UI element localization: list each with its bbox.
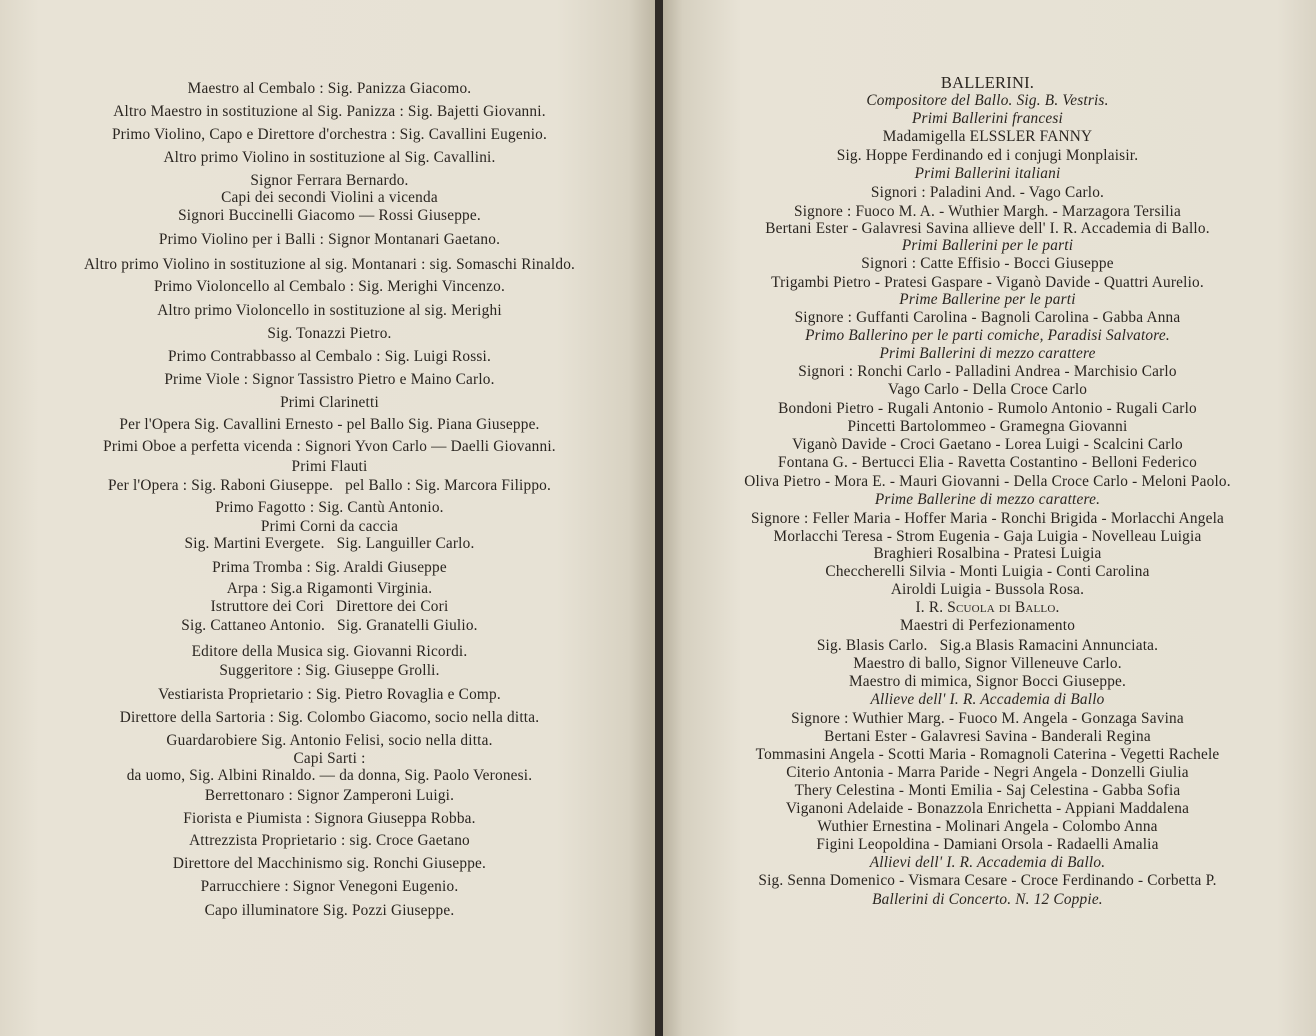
text-line-content: Fiorista e Piumista : Signora Giuseppa Robba. xyxy=(183,810,476,827)
text-line-content: Primo Violino, Capo e Direttore d'orchestra : Sig. Cavallini Eugenio. xyxy=(111,126,548,143)
text-line xyxy=(663,274,1316,292)
text-line-content: Direttore della Sartoria : Sig. Colombo Giacomo, socio nella ditta. xyxy=(119,709,540,726)
text-line xyxy=(0,80,655,98)
text-line-content: Figini Leopoldina - Damiani Orsola - Radaelli Amalia xyxy=(816,836,1159,853)
text-line-content: Viganoni Adelaide - Bonazzola Enrichetta - Appiani Maddalena xyxy=(785,800,1190,817)
text-line xyxy=(0,499,655,517)
text-line xyxy=(663,764,1316,782)
text-line xyxy=(663,818,1316,836)
text-line xyxy=(663,637,1316,655)
text-line xyxy=(0,787,655,805)
text-line xyxy=(663,836,1316,854)
text-line-content: Capi dei secondi Violini a vicenda xyxy=(221,189,438,206)
text-line xyxy=(0,103,655,121)
text-line xyxy=(663,746,1316,764)
text-line-content: Primo Violino per i Balli : Signor Montanari Gaetano. xyxy=(158,231,501,248)
text-line-content: Maestro di mimica, Signor Bocci Giuseppe. xyxy=(848,673,1127,690)
text-line-content: Suggeritore : Sig. Giuseppe Grolli. xyxy=(219,662,440,679)
text-line-content: Istruttore dei Cori Direttore dei Cori xyxy=(210,598,449,615)
text-line-content: da uomo, Sig. Albini Rinaldo. — da donna, Sig. Paolo Veronesi. xyxy=(126,767,533,784)
text-line-content: Signori : Paladini And. - Vago Carlo. xyxy=(870,184,1105,201)
text-line-content: Allieve dell' I. R. Accademia di Ballo xyxy=(870,691,1105,708)
text-line-content: Sig. Martini Evergete. Sig. Languiller Carlo. xyxy=(184,535,475,552)
text-line-content: Braghieri Rosalbina - Pratesi Luigia xyxy=(873,545,1102,562)
text-line xyxy=(663,203,1316,221)
text-line xyxy=(0,832,655,850)
right-page xyxy=(663,0,1316,1036)
text-line-content: Sig. Blasis Carlo. Sig.a Blasis Ramacini Annunciata. xyxy=(816,637,1159,654)
text-line-content: Per l'Opera Sig. Cavallini Ernesto - pel Ballo Sig. Piana Giuseppe. xyxy=(119,416,540,433)
text-line-content: Vestiarista Proprietario : Sig. Pietro Rovaglia e Comp. xyxy=(158,686,501,703)
text-line-content: Primi Corni da caccia xyxy=(260,518,399,535)
text-line xyxy=(663,184,1316,202)
text-line-content: Attrezzista Proprietario : sig. Croce Gaetano xyxy=(189,832,470,849)
text-line xyxy=(0,855,655,873)
text-line-content: Maestro al Cembalo : Sig. Panizza Giacomo. xyxy=(187,80,472,97)
text-line-content: Maestro di ballo, Signor Villeneuve Carlo. xyxy=(853,655,1122,672)
text-line-content: Bondoni Pietro - Rugali Antonio - Rumolo Antonio - Rugali Carlo xyxy=(778,400,1197,417)
text-line-content: Tommasini Angela - Scotti Maria - Romagnoli Caterina - Vegetti Rachele xyxy=(755,746,1220,763)
text-line-content: Primo Fagotto : Sig. Cantù Antonio. xyxy=(215,499,444,516)
text-line xyxy=(0,416,655,434)
text-line xyxy=(663,418,1316,436)
text-line-content: Prime Viole : Signor Tassistro Pietro e Maino Carlo. xyxy=(164,371,495,388)
text-line-content: Primi Oboe a perfetta vicenda : Signori Yvon Carlo — Daelli Giovanni. xyxy=(103,438,556,455)
text-line xyxy=(0,902,655,920)
text-line-content: Capi Sarti : xyxy=(293,750,366,767)
text-line-content: Thery Celestina - Monti Emilia - Saj Celestina - Gabba Sofia xyxy=(794,782,1181,799)
text-line xyxy=(0,325,655,343)
text-line-content: Prime Ballerine per le parti xyxy=(899,291,1076,308)
text-line-content: Madamigella ELSSLER FANNY xyxy=(882,128,1093,145)
text-line xyxy=(663,710,1316,728)
text-line xyxy=(663,381,1316,399)
text-line-content: Oliva Pietro - Mora E. - Mauri Giovanni - Della Croce Carlo - Meloni Paolo. xyxy=(744,473,1231,490)
text-line xyxy=(0,750,655,768)
text-line xyxy=(0,278,655,296)
text-line xyxy=(663,872,1316,890)
text-line xyxy=(0,686,655,704)
text-line xyxy=(663,581,1316,599)
text-line xyxy=(663,165,1316,183)
text-line-content: Primi Ballerini italiani xyxy=(914,165,1061,182)
text-line xyxy=(0,518,655,536)
text-line-content: Trigambi Pietro - Pratesi Gaspare - Viganò Davide - Quattri Aurelio. xyxy=(771,274,1204,291)
text-line xyxy=(663,400,1316,418)
text-line xyxy=(0,458,655,476)
text-line-content: Compositore del Ballo. Sig. B. Vestris. xyxy=(866,92,1109,109)
text-line-content: Prima Tromba : Sig. Araldi Giuseppe xyxy=(212,559,447,576)
text-line-content: Ballerini di Concerto. N. 12 Coppie. xyxy=(872,891,1103,908)
text-line-content: Bertani Ester - Galavresi Savina allieve dell' I. R. Accademia di Ballo. xyxy=(765,220,1210,237)
text-line xyxy=(0,371,655,389)
text-line xyxy=(663,691,1316,709)
text-line-content: Signori : Catte Effisio - Bocci Giuseppe xyxy=(861,255,1114,272)
text-line xyxy=(0,598,655,616)
text-line-content: Arpa : Sig.a Rigamonti Virginia. xyxy=(226,580,433,597)
text-line-content: Altro primo Violino in sostituzione al sig. Montanari : sig. Somaschi Rinaldo. xyxy=(83,256,576,273)
text-line-content: Viganò Davide - Croci Gaetano - Lorea Luigi - Scalcini Carlo xyxy=(792,436,1183,453)
text-line xyxy=(0,878,655,896)
text-line-content: Editore della Musica sig. Giovanni Ricordi. xyxy=(191,643,468,660)
left-page xyxy=(0,0,655,1036)
text-line-content: Altro primo Violino in sostituzione al Sig. Cavallini. xyxy=(163,149,496,166)
text-line-content: Bertani Ester - Galavresi Savina - Banderali Regina xyxy=(824,728,1151,745)
text-line-content: Altro primo Violoncello in sostituzione al sig. Merighi xyxy=(157,302,502,319)
text-line-content: Signore : Feller Maria - Hoffer Maria - Ronchi Brigida - Morlacchi Angela xyxy=(750,510,1225,527)
text-line-content: BALLERINI. xyxy=(940,73,1035,92)
text-line xyxy=(0,580,655,598)
text-line xyxy=(0,477,655,495)
text-line xyxy=(663,345,1316,363)
text-line-content: Pincetti Bartolommeo - Gramegna Giovanni xyxy=(847,418,1128,435)
text-line-content: Primi Flauti xyxy=(291,458,368,475)
text-line xyxy=(663,800,1316,818)
text-line xyxy=(0,149,655,167)
text-line-content: Allievi dell' I. R. Accademia di Ballo. xyxy=(869,854,1106,871)
text-line xyxy=(0,172,655,190)
text-line-content: Primi Ballerini per le parti xyxy=(901,237,1074,254)
text-line xyxy=(0,535,655,553)
text-line xyxy=(0,732,655,750)
text-line xyxy=(663,147,1316,165)
text-line-content: Checcherelli Silvia - Monti Luigia - Conti Carolina xyxy=(825,563,1150,580)
text-line xyxy=(0,617,655,635)
text-line xyxy=(663,528,1316,546)
text-line-content: Signor Ferrara Bernardo. xyxy=(250,172,409,189)
text-line-content: Primi Clarinetti xyxy=(280,394,379,411)
text-line-content: Signore : Wuthier Marg. - Fuoco M. Angela - Gonzaga Savina xyxy=(791,710,1184,727)
text-line xyxy=(0,438,655,456)
text-line xyxy=(663,599,1316,617)
text-line-content: Vago Carlo - Della Croce Carlo xyxy=(887,381,1088,398)
text-line-content: Sig. Tonazzi Pietro. xyxy=(267,325,392,342)
text-line-content: Altro Maestro in sostituzione al Sig. Panizza : Sig. Bajetti Giovanni. xyxy=(113,103,546,120)
text-line xyxy=(663,237,1316,255)
text-line xyxy=(663,309,1316,327)
text-line-content: Sig. Cattaneo Antonio. Sig. Granatelli Giulio. xyxy=(181,617,478,634)
text-line xyxy=(0,709,655,727)
text-line xyxy=(663,655,1316,673)
text-line xyxy=(663,545,1316,563)
text-line xyxy=(0,302,655,320)
text-line xyxy=(663,110,1316,128)
text-line xyxy=(663,291,1316,309)
text-line-content: Primo Ballerino per le parti comiche, Paradisi Salvatore. xyxy=(805,327,1170,344)
text-line xyxy=(663,128,1316,146)
text-line xyxy=(663,782,1316,800)
text-line-content: Primi Ballerini di mezzo carattere xyxy=(879,345,1096,362)
text-line xyxy=(0,662,655,680)
text-line xyxy=(0,256,655,274)
text-line-content: Prime Ballerine di mezzo carattere. xyxy=(874,491,1101,508)
text-line xyxy=(0,189,655,207)
text-line-content: Sig. Hoppe Ferdinando ed i conjugi Monplaisir. xyxy=(836,147,1139,164)
text-line xyxy=(663,74,1316,92)
text-line xyxy=(663,617,1316,635)
text-line xyxy=(663,728,1316,746)
text-line xyxy=(663,510,1316,528)
text-line-content: Morlacchi Teresa - Strom Eugenia - Gaja Luigia - Novelleau Luigia xyxy=(773,528,1202,545)
text-line xyxy=(663,436,1316,454)
text-line-content: Guardarobiere Sig. Antonio Felisi, socio nella ditta. xyxy=(166,732,493,749)
text-line-content: Capo illuminatore Sig. Pozzi Giuseppe. xyxy=(204,902,455,919)
text-line xyxy=(0,643,655,661)
text-line xyxy=(663,327,1316,345)
text-line xyxy=(0,394,655,412)
text-line xyxy=(663,563,1316,581)
text-line-content: Signore : Fuoco M. A. - Wuthier Margh. - Marzagora Tersilia xyxy=(794,203,1181,220)
text-line xyxy=(663,673,1316,691)
text-line-content: Direttore del Macchinismo sig. Ronchi Giuseppe. xyxy=(172,855,487,872)
text-line xyxy=(663,454,1316,472)
text-line xyxy=(663,92,1316,110)
text-line xyxy=(663,473,1316,491)
text-line-content: Sig. Senna Domenico - Vismara Cesare - Croce Ferdinando - Corbetta P. xyxy=(758,872,1217,889)
text-line-content: Signore : Guffanti Carolina - Bagnoli Carolina - Gabba Anna xyxy=(794,309,1181,326)
text-line xyxy=(663,854,1316,872)
text-line-content: Primi Ballerini francesi xyxy=(912,110,1063,127)
text-line-content: Per l'Opera : Sig. Raboni Giuseppe. pel Ballo : Sig. Marcora Filippo. xyxy=(107,477,552,494)
text-line-content: Maestri di Perfezionamento xyxy=(899,617,1076,634)
text-line-content: Primo Contrabbasso al Cembalo : Sig. Luigi Rossi. xyxy=(168,348,491,365)
text-line xyxy=(0,767,655,785)
text-line xyxy=(663,255,1316,273)
text-line-content: Airoldi Luigia - Bussola Rosa. xyxy=(890,581,1085,598)
text-line xyxy=(0,126,655,144)
text-line-content: Parrucchiere : Signor Venegoni Eugenio. xyxy=(200,878,459,895)
text-line-content: Citerio Antonia - Marra Paride - Negri Angela - Donzelli Giulia xyxy=(786,764,1189,781)
text-line-content: Signori Buccinelli Giacomo — Rossi Giuseppe. xyxy=(178,207,481,224)
text-line xyxy=(663,891,1316,909)
text-line-content: Primo Violoncello al Cembalo : Sig. Merighi Vincenzo. xyxy=(153,278,506,295)
text-line xyxy=(0,810,655,828)
text-line xyxy=(0,207,655,225)
text-line-content: I. R. Scuola di Ballo. xyxy=(915,599,1060,616)
text-line xyxy=(0,348,655,366)
text-line xyxy=(0,559,655,577)
text-line xyxy=(663,363,1316,381)
text-line-content: Signori : Ronchi Carlo - Palladini Andrea - Marchisio Carlo xyxy=(798,363,1177,380)
text-line xyxy=(663,491,1316,509)
text-line xyxy=(663,220,1316,238)
text-line-content: Berrettonaro : Signor Zamperoni Luigi. xyxy=(204,787,455,804)
text-line-content: Fontana G. - Bertucci Elia - Ravetta Costantino - Belloni Federico xyxy=(778,454,1197,471)
text-line-content: Wuthier Ernestina - Molinari Angela - Colombo Anna xyxy=(817,818,1158,835)
book-gutter xyxy=(655,0,663,1036)
text-line xyxy=(0,231,655,249)
